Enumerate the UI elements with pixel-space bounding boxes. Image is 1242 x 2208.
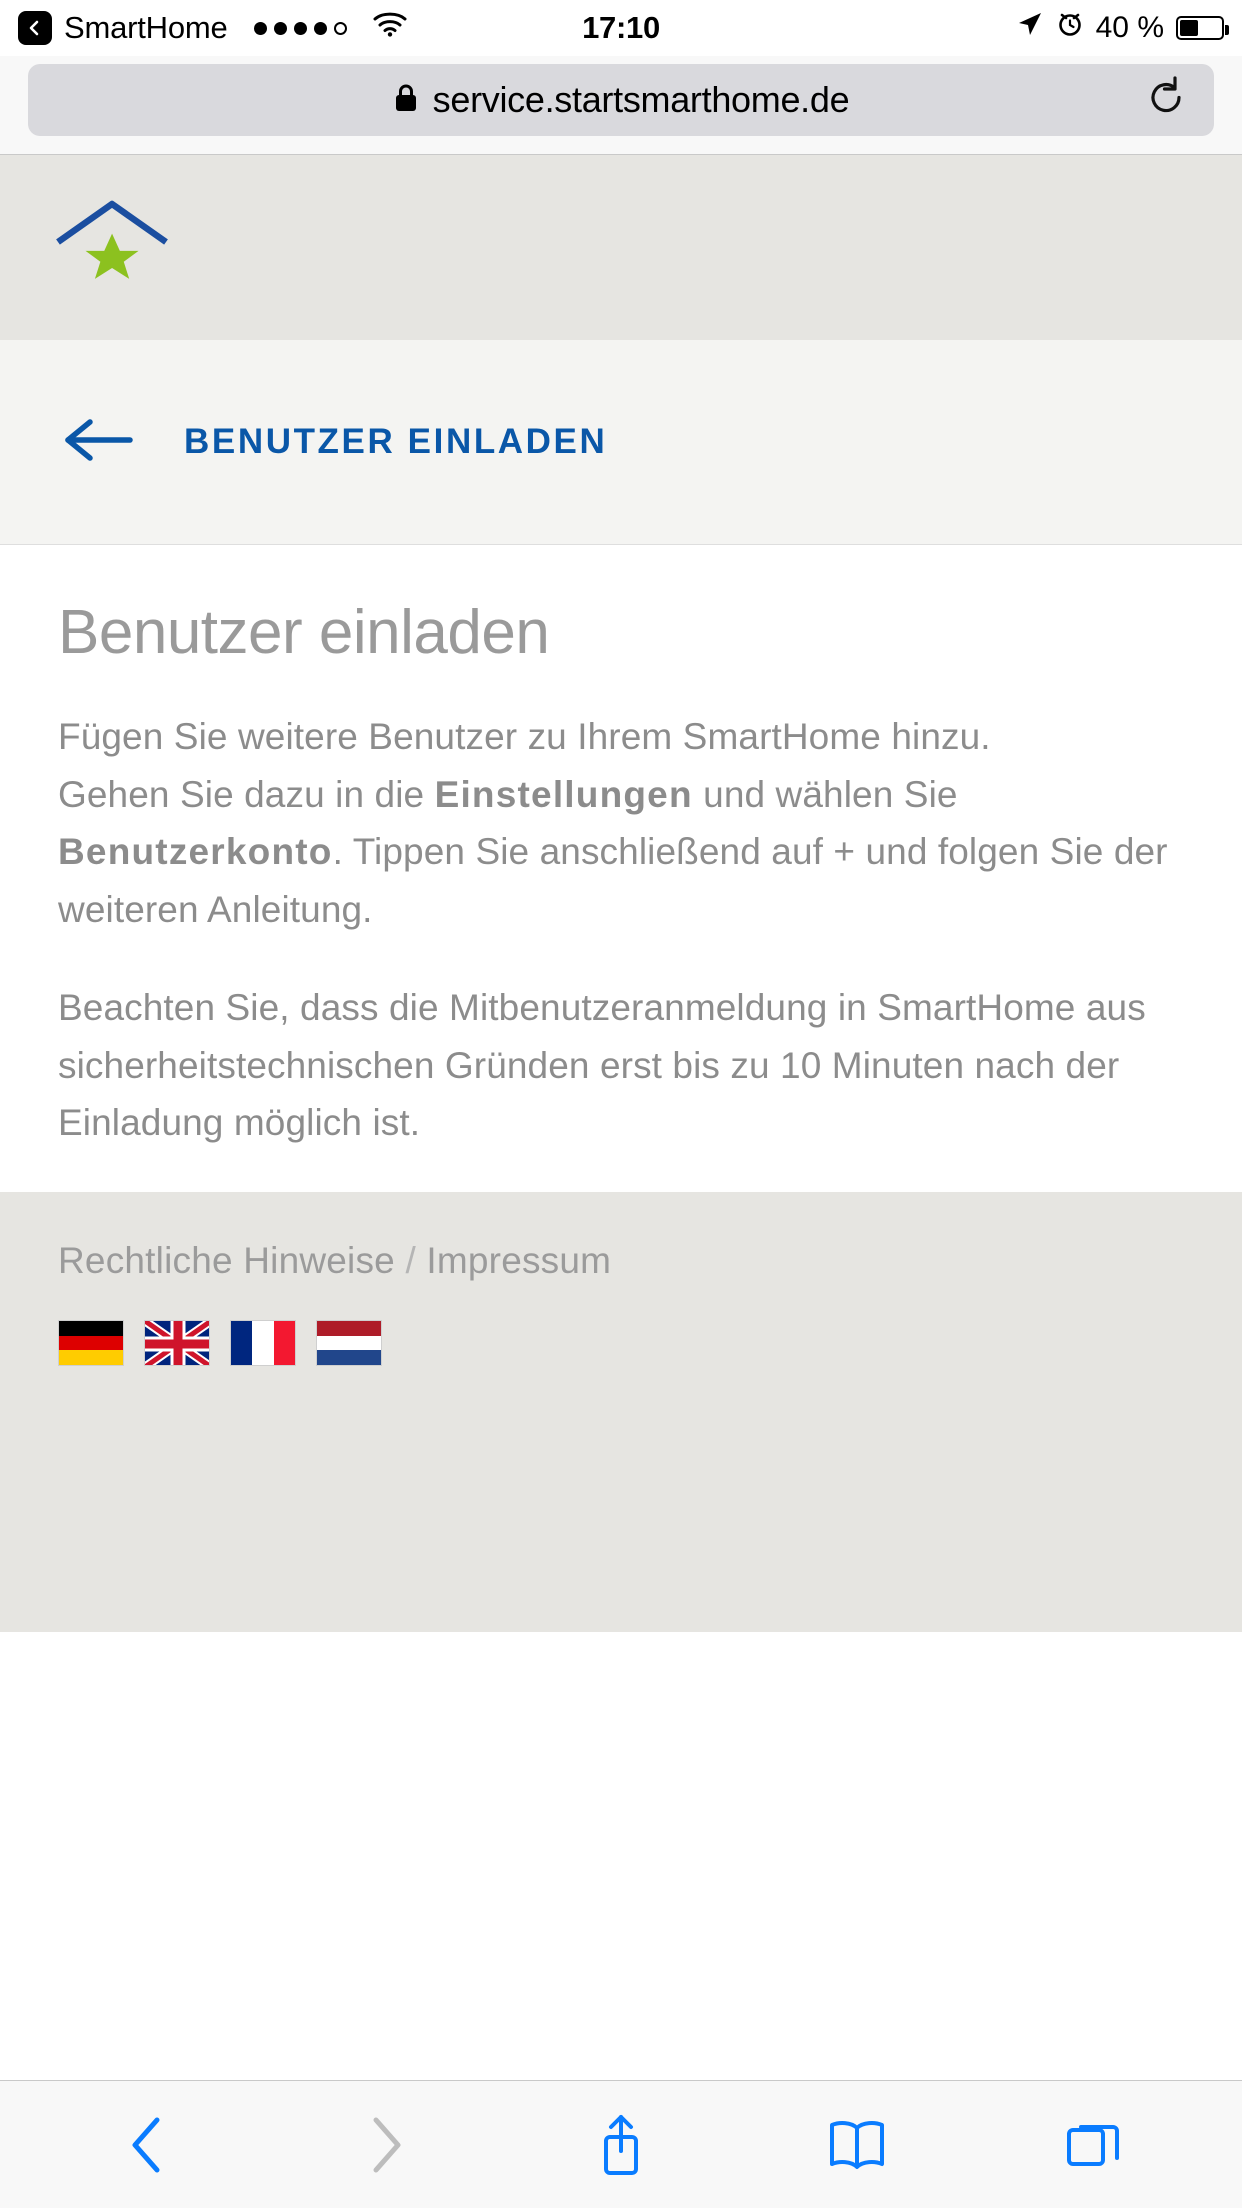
- browser-back-button[interactable]: [88, 2095, 208, 2195]
- flag-de-icon[interactable]: [58, 1320, 124, 1366]
- content-paragraph-2: [58, 979, 1184, 1152]
- wifi-icon: [373, 11, 407, 45]
- paragraph-text: . Tippen Sie anschließend auf + und folgen Sie der weiteren Anleitung.: [58, 831, 1168, 931]
- share-icon[interactable]: [561, 2095, 681, 2195]
- back-arrow-icon[interactable]: [58, 414, 136, 471]
- lock-icon: [393, 82, 419, 119]
- flag-fr-icon[interactable]: [230, 1320, 296, 1366]
- language-switcher: [58, 1320, 1184, 1366]
- url-bar[interactable]: [28, 64, 1214, 136]
- brand-band: [0, 155, 1242, 340]
- browser-forward-button[interactable]: [325, 2095, 445, 2195]
- status-app-name: SmartHome: [64, 10, 228, 45]
- alarm-clock-icon: [1056, 10, 1084, 46]
- content-headline: Benutzer einladen: [58, 598, 550, 667]
- status-back-to-app-button[interactable]: [18, 11, 52, 45]
- legal-separator: /: [405, 1240, 416, 1282]
- reload-icon[interactable]: [1144, 76, 1188, 125]
- tabs-icon[interactable]: [1034, 2095, 1154, 2195]
- url-text: service.startsmarthome.de: [432, 79, 850, 120]
- flag-nl-icon[interactable]: [316, 1320, 382, 1366]
- book-icon[interactable]: [797, 2095, 917, 2195]
- page-footer: [0, 1192, 1242, 1632]
- page-content: [0, 545, 1242, 1152]
- ios-status-bar: [0, 0, 1242, 56]
- house-star-logo: [52, 198, 172, 298]
- status-clock: 17:10: [582, 10, 660, 45]
- page-header: [0, 340, 1242, 545]
- paragraph-text: Gehen Sie dazu in die: [58, 773, 435, 815]
- legal-links: [58, 1240, 1184, 1282]
- signal-strength-dots: [254, 22, 347, 35]
- paragraph-text: Beachten Sie, dass die Mitbenutzeranmeldung in SmartHome aus sicherheitstechnischen Gründen erst bis zu 10 Minuten nach der Einladung möglich ist.: [58, 986, 1146, 1144]
- paragraph-emphasis: Einstellungen: [434, 773, 693, 815]
- paragraph-text: und wählen Sie: [692, 773, 958, 815]
- content-paragraph-1: [58, 708, 1184, 939]
- battery-percent-label: 40 %: [1095, 11, 1164, 44]
- legal-notice-link[interactable]: Rechtliche Hinweise: [58, 1240, 395, 1282]
- browser-bottom-toolbar: [0, 2080, 1242, 2208]
- browser-url-bar-area: [0, 56, 1242, 155]
- paragraph-emphasis: Benutzerkonto: [58, 831, 333, 873]
- flag-gb-icon[interactable]: [144, 1320, 210, 1366]
- page-title: BENUTZER EINLADEN: [184, 422, 608, 461]
- imprint-link[interactable]: Impressum: [426, 1240, 612, 1282]
- paragraph-text: Fügen Sie weitere Benutzer zu Ihrem SmartHome hinzu.: [58, 716, 991, 757]
- battery-icon: [1176, 16, 1224, 40]
- web-page: [0, 155, 1242, 1632]
- location-arrow-icon: [1016, 10, 1044, 46]
